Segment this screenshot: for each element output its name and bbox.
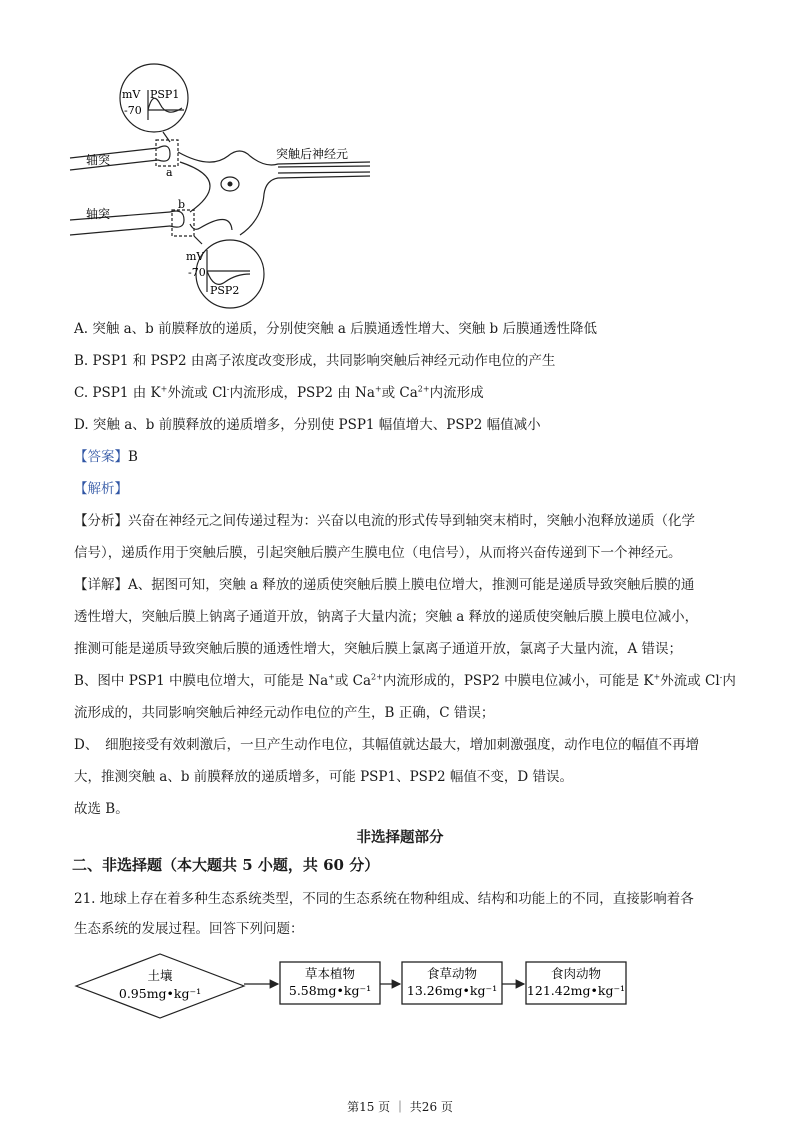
detail-line-4: B、图中 PSP1 中膜电位增大，可能是 Na+或 $Ca^{2+}$内流形成的，PSP2 中膜电位减小，可能是 K+外流或 Cl-内 <box>74 672 736 689</box>
label-a: a <box>166 166 173 179</box>
carnivore-name: 食肉动物 <box>550 966 602 981</box>
detail-line-1: 【详解】A、据图可知，突触 a 释放的递质使突触后膜上膜电位增大，推测可能是递质导致突触后膜的通 <box>74 577 695 593</box>
analysis-tag: 【解析】 <box>74 481 128 497</box>
axon-top-label: 轴突 <box>86 153 111 167</box>
herb-plant-name: 草本植物 <box>304 966 356 981</box>
section-heading: 非选择题部分 <box>356 829 444 846</box>
carnivore-value: 121.42mg•kg⁻¹ <box>526 983 626 998</box>
psp2-name: PSP2 <box>210 284 240 297</box>
psp1-value: -70 <box>124 104 142 117</box>
psp2-value: -70 <box>188 266 206 279</box>
psp2-circle <box>196 240 264 308</box>
detail-line-7: 大，推测突触 a、b 前膜释放的递质增多，可能 PSP1、PSP2 幅值不变，D 错误。 <box>74 769 573 785</box>
answer-value: B <box>128 449 138 465</box>
option-c: C. PSP1 由 K+外流或 Cl-内流形成，PSP2 由 Na+或 $Ca^{2+}$内流形成 <box>74 384 484 401</box>
neuron-synapse-figure <box>60 60 380 310</box>
food-chain-diagram <box>70 952 640 1032</box>
page-footer: 第15 页 ｜ 共26 页 <box>347 1100 453 1114</box>
detail-line-6: D、 细胞接受有效刺激后，一旦产生动作电位，其幅值就达最大，增加刺激强度，动作电位的幅值不再增 <box>74 737 700 753</box>
conclusion: 故选 B。 <box>74 801 129 817</box>
detail-line-5: 流形成的，共同影响突触后神经元动作电位的产生，B 正确，C 错误； <box>74 705 495 721</box>
analysis-line-1: 【分析】兴奋在神经元之间传递过程为：兴奋以电流的形式传导到轴突末梢时，突触小泡释放递质（化学 <box>74 513 695 529</box>
soil-value: 0.95mg•kg⁻¹ <box>118 986 202 1001</box>
herb-plant-value: 5.58mg•kg⁻¹ <box>288 983 372 998</box>
detail-line-2: 透性增大，突触后膜上钠离子通道开放，钠离子大量内流；突触 a 释放的递质使突触后膜上膜电位减小， <box>74 609 699 625</box>
answer-tag: 【答案】 <box>74 449 128 465</box>
analysis-line-2: 信号），递质作用于突触后膜，引起突触后膜产生膜电位（电信号），从而将兴奋传递到下一个神经元。 <box>74 545 682 561</box>
herbivore-name: 食草动物 <box>426 966 478 981</box>
q21-line-1: 21. 地球上存在着多种生态系统类型，不同的生态系统在物种组成、结构和功能上的不同，直接影响着各 <box>74 891 694 907</box>
soil-name: 土壤 <box>147 968 173 983</box>
option-b: B. PSP1 和 PSP2 由离子浓度改变形成，共同影响突触后神经元动作电位的产生 <box>74 353 556 369</box>
psp2-unit: mV <box>186 250 205 263</box>
axon-bottom-label: 轴突 <box>86 207 111 221</box>
psp1-name: PSP1 <box>150 88 180 101</box>
option-d: D. 突触 a、b 前膜释放的递质增多，分别使 PSP1 幅值增大、PSP2 幅值减小 <box>74 417 541 433</box>
option-a: A. 突触 a、b 前膜释放的递质，分别使突触 a 后膜通透性增大、突触 b 后膜通透性降低 <box>74 321 597 337</box>
q21-line-2: 生态系统的发展过程。回答下列问题： <box>74 921 304 937</box>
part-title: 二、非选择题（本大题共 5 小题，共 60 分） <box>72 856 380 874</box>
postsynaptic-label: 突触后神经元 <box>276 147 349 161</box>
answer-line <box>74 448 138 466</box>
label-b: b <box>178 198 186 211</box>
detail-line-3: 推测可能是递质导致突触后膜的通透性增大，突触后膜上氯离子通道开放，氯离子大量内流，A 错误； <box>74 641 683 657</box>
herbivore-value: 13.26mg•kg⁻¹ <box>406 983 498 998</box>
psp1-unit: mV <box>122 88 141 101</box>
